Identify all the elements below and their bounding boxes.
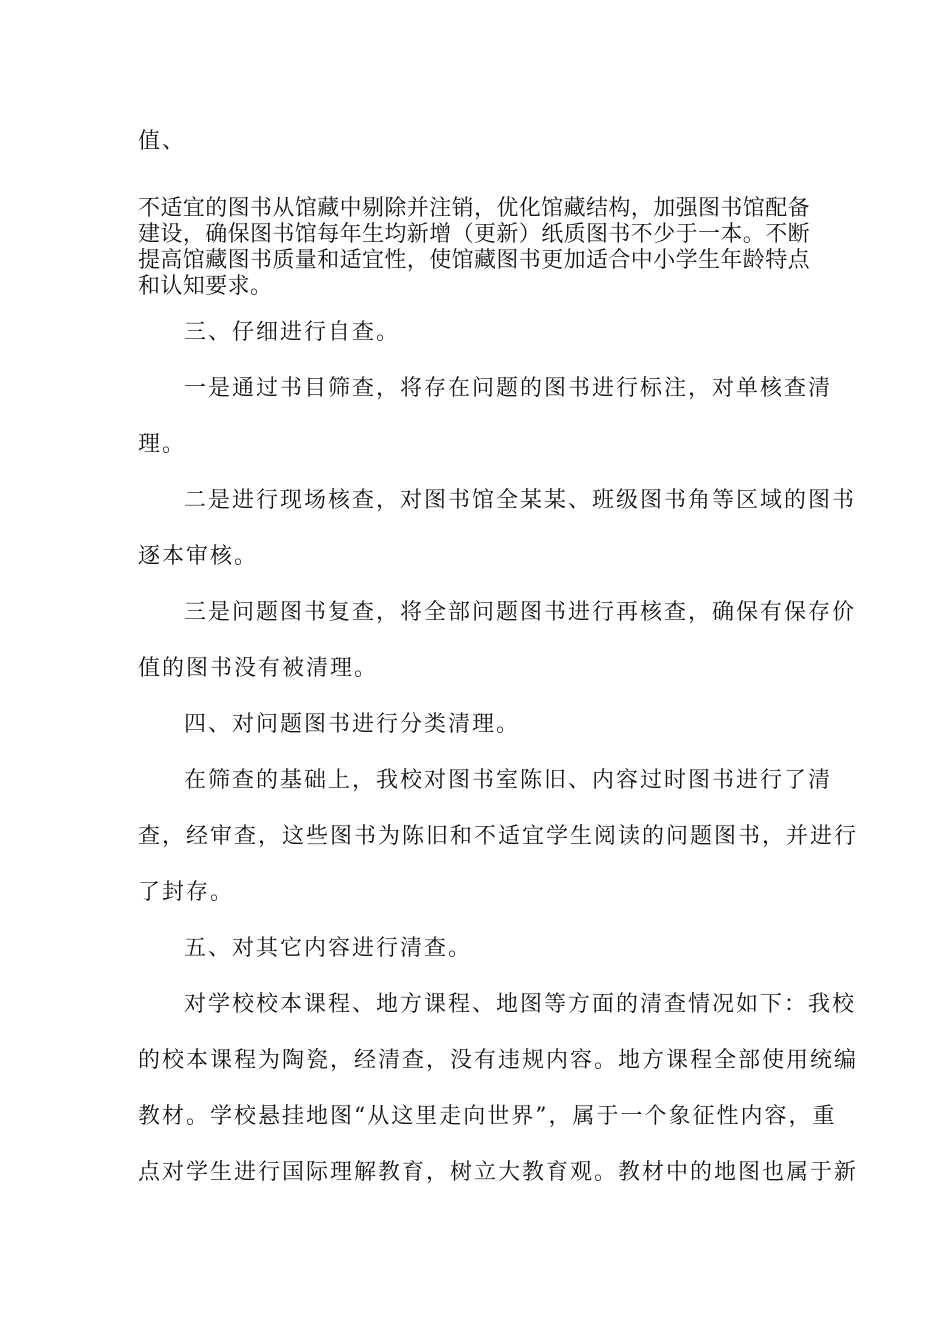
text-line: 提高馆藏图书质量和适宜性，使馆藏图书更加适合中小学生年龄特点: [138, 248, 811, 273]
text-line: 一是通过书目筛查，将存在问题的图书进行标注，对单核查清: [184, 376, 833, 401]
text-line: 查，经审查，这些图书为陈旧和不适宜学生阅读的问题图书，并进行: [138, 824, 859, 849]
text-line: 在筛查的基础上，我校对图书室陈旧、内容过时图书进行了清: [184, 768, 833, 793]
section-heading: 五、对其它内容进行清查。: [184, 936, 473, 961]
text-line: 理。: [138, 432, 187, 457]
text-line: 了封存。: [138, 880, 235, 905]
text-line: 逐本审核。: [138, 544, 259, 569]
text-line: 建设，确保图书馆每年生均新增（更新）纸质图书不少于一本。不断: [138, 222, 811, 247]
text-line: 二是进行现场核查，对图书馆全某某、班级图书角等区域的图书: [184, 488, 857, 513]
text-line: 不适宜的图书从馆藏中剔除并注销，优化馆藏结构，加强图书馆配备: [138, 196, 811, 221]
section-heading: 三、仔细进行自查。: [184, 320, 401, 345]
text-line: 值、: [138, 129, 187, 154]
text-line: 对学校校本课程、地方课程、地图等方面的清查情况如下：我校: [184, 992, 857, 1017]
text-line: 教材。学校悬挂地图“从这里走向世界”，属于一个象征性内容，重: [138, 1104, 837, 1129]
text-line: 和认知要求。: [138, 274, 273, 299]
text-line: 点对学生进行国际理解教育，树立大教育观。教材中的地图也属于新: [138, 1160, 859, 1185]
text-line: 值的图书没有被清理。: [138, 656, 379, 681]
text-line: 三是问题图书复查，将全部问题图书进行再核查，确保有保存价: [184, 600, 857, 625]
text-line: 的校本课程为陶瓷，经清查，没有违规内容。地方课程全部使用统编: [138, 1048, 859, 1073]
section-heading: 四、对问题图书进行分类清理。: [184, 712, 521, 737]
